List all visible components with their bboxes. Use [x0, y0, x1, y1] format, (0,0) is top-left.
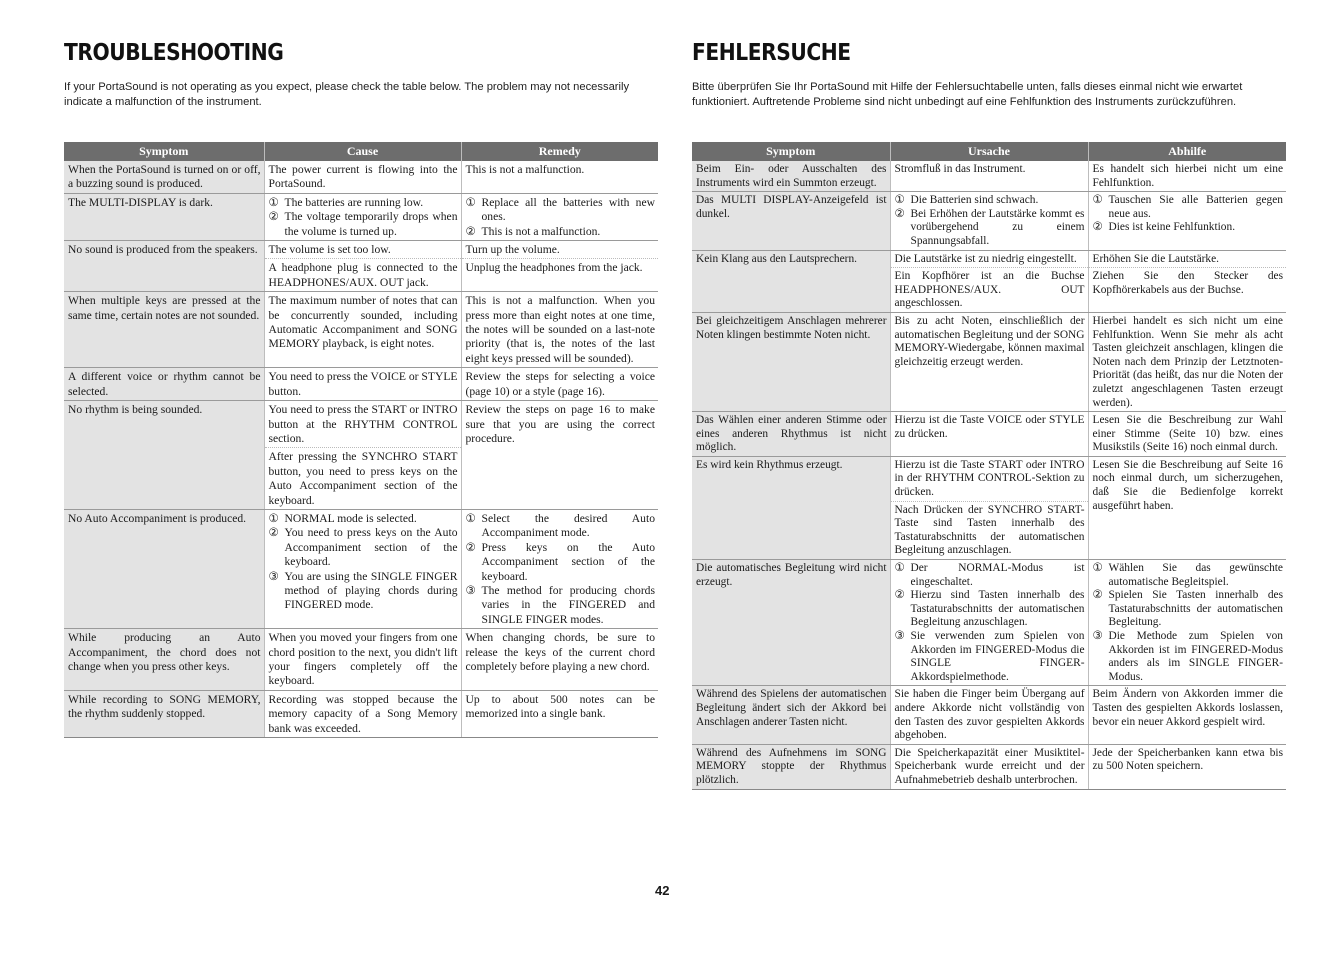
symptom-cell: No sound is produced from the speakers.: [64, 241, 264, 292]
cause-cell: [264, 193, 461, 240]
table-row: [64, 161, 658, 193]
symptom-cell: While recording to SONG MEMORY, the rhythm suddenly stopped.: [64, 690, 264, 737]
table-row: [64, 401, 658, 448]
cause-text: The voltage temporarily drops when the volume is turned up.: [284, 210, 458, 238]
remedy-text: This is not a malfunction.: [481, 224, 601, 238]
symptom-cell: A different voice or rhythm cannot be selected.: [64, 368, 264, 401]
symptom-cell: Kein Klang aus den Lautsprechern.: [692, 250, 890, 312]
remedy-cell: Erhöhen Sie die Lautstärke.: [1088, 250, 1286, 268]
remedy-text: Replace all the batteries with new ones.: [481, 195, 655, 224]
troubleshooting-table-en: [64, 142, 658, 738]
list-item: [466, 541, 656, 584]
cause-cell: [890, 560, 1088, 686]
table-row: [64, 629, 658, 691]
marker-1: ①: [1092, 194, 1103, 207]
cause-cell: A headphone plug is connected to the HEADPHONES/AUX. OUT jack.: [264, 259, 461, 292]
remedy-text: Press keys on the Auto Accompaniment section of the keyboard.: [481, 540, 655, 583]
symptom-cell: While producing an Auto Accompaniment, the chord does not change when you press other keys.: [64, 629, 264, 691]
cause-cell: Ein Kopfhörer ist an die Buchse HEADPHONES/AUX. OUT angeschlossen.: [890, 268, 1088, 313]
marker-2: ②: [268, 210, 279, 224]
intro-en: If your PortaSound is not operating as you expect, please check the table below. The problem may not necessarily indicate a malfunction of the instrument.: [64, 81, 630, 108]
remedy-cell: Unplug the headphones from the jack.: [461, 259, 658, 292]
remedy-cell: Lesen Sie die Beschreibung auf Seite 16 noch einmal durch, um sicherzugehen, daß Sie die Bedienfolge korrekt ausgeführt haben.: [1088, 456, 1286, 559]
remedy-cell: Up to about 500 notes can be memorized into a single bank.: [461, 690, 658, 737]
intro-de: Bitte überprüfen Sie Ihr PortaSound mit Hilfe der Fehlersuchtabelle unten, falls dieses einmal nicht wie erwartet funktioniert. Auftretende Probleme sind nicht unbedingt auf eine Fehlfunktion des Instruments zurückzuführen.: [692, 81, 1243, 108]
table-row: [64, 292, 658, 368]
marker-2: ②: [465, 224, 476, 238]
list-item: [466, 196, 656, 225]
list-item: [466, 512, 656, 541]
cause-text: Bei Erhöhen der Lautstärke kommt es vorübergehend zu einem Spannungsabfall.: [910, 207, 1085, 247]
cause-cell: Bis zu acht Noten, einschließlich der automatischen Begleitung und der SONG MEMORY-Wiedergabe, können maximal gleichzeitig erzeugt werden.: [890, 312, 1088, 411]
remedy-cell: Es handelt sich hierbei nicht um eine Fehlfunktion.: [1088, 161, 1286, 192]
remedy-cell: Hierbei handelt es sich nicht um eine Fehlfunktion. Wenn Sie mehr als acht Tasten gleichzeit anschlagen, klingen die Noten nach dem Prinzip der Letztnoten-Priorität (das heißt, das nur die Noten der zuletzt angeschlagenen Tasten erzeugt werden).: [1088, 312, 1286, 411]
symptom-cell: Während des Aufnehmens im SONG MEMORY stoppte der Rhythmus plötzlich.: [692, 744, 890, 789]
cause-cell: Nach Drücken der SYNCHRO START-Taste sind Tasten innerhalb des Tastaturabschnitts der automatischen Begleitung anzuschlagen.: [890, 501, 1088, 559]
header-symptom: Symptom: [64, 142, 264, 161]
cause-cell: The maximum number of notes that can be concurrently sounded, including Automatic Accompaniment and SONG MEMORY playback, is eight notes.: [264, 292, 461, 368]
cause-cell: Hierzu ist die Taste START oder INTRO in der RHYTHM CONTROL-Sektion zu drücken.: [890, 456, 1088, 501]
remedy-cell: This is not a malfunction.: [461, 161, 658, 193]
remedy-cell: [1088, 560, 1286, 686]
remedy-cell: This is not a malfunction. When you press more than eight notes at one time, the notes will be sounded on a last-note priority (that is, the notes of the last eight keys pressed will be sounded).: [461, 292, 658, 368]
table-row: [692, 250, 1286, 268]
remedy-cell: When changing chords, be sure to release the keys of the current chord completely before playing a new chord.: [461, 629, 658, 691]
cause-cell: Die Lautstärke ist zu niedrig eingestellt.: [890, 250, 1088, 268]
cause-cell: Stromfluß in das Instrument.: [890, 161, 1088, 192]
table-row: [692, 744, 1286, 789]
remedy-cell: [1088, 192, 1286, 250]
cause-cell: After pressing the SYNCHRO START button, you need to press keys on the Auto Accompaniment section of the keyboard.: [264, 448, 461, 510]
symptom-cell: Während des Spielens der automatischen Begleitung ändert sich der Akkord bei Anschlagen anderer Tasten nicht.: [692, 686, 890, 744]
cause-cell: Hierzu ist die Taste VOICE oder STYLE zu drücken.: [890, 412, 1088, 457]
cause-text: NORMAL mode is selected.: [284, 511, 417, 525]
symptom-cell: No Auto Accompaniment is produced.: [64, 509, 264, 628]
marker-1: ①: [894, 194, 905, 207]
symptom-cell: No rhythm is being sounded.: [64, 401, 264, 510]
table-row: [64, 368, 658, 401]
list-item: [269, 570, 458, 613]
symptom-cell: When the PortaSound is turned on or off, a buzzing sound is produced.: [64, 161, 264, 193]
symptom-cell: Das Wählen einer anderen Stimme oder eines anderen Rhythmus ist nicht möglich.: [692, 412, 890, 457]
list-item: [466, 584, 656, 627]
marker-1: ①: [1092, 562, 1103, 575]
marker-3: ③: [465, 583, 476, 597]
header-remedy: Abhilfe: [1088, 142, 1286, 161]
list-item: [269, 512, 458, 526]
cause-cell: The volume is set too low.: [264, 241, 461, 259]
cause-cell: [890, 192, 1088, 250]
cause-text: Sie verwenden zum Spielen von Akkorden im FINGERED-Modus die SINGLE FINGER-Akkordspielmethode.: [910, 630, 1085, 683]
cause-text: You need to press keys on the Auto Accompaniment section of the keyboard.: [284, 526, 458, 569]
marker-2: ②: [894, 207, 905, 220]
marker-1: ①: [268, 195, 279, 209]
list-item: [1093, 562, 1284, 589]
list-item: [1093, 589, 1284, 630]
list-item: [269, 210, 458, 239]
list-item: [895, 589, 1085, 630]
cause-cell: Die Speicherkapazität einer Musiktitel-Speicherbank wurde erreicht und der Aufnahmebetrieb deshalb unterbrochen.: [890, 744, 1088, 789]
cause-text: You are using the SINGLE FINGER method of playing chords during FINGERED mode.: [284, 569, 458, 612]
symptom-cell: The MULTI-DISPLAY is dark.: [64, 193, 264, 240]
table-row: [64, 193, 658, 240]
marker-2: ②: [1092, 589, 1103, 602]
remedy-text: Tauschen Sie alle Batterien gegen neue aus.: [1108, 194, 1283, 220]
troubleshooting-table-de: [692, 142, 1286, 790]
page-title-en: TROUBLESHOOTING: [64, 40, 284, 66]
list-item: [1093, 221, 1284, 235]
cause-text: Hierzu sind Tasten innerhalb des Tastaturabschnitts der automatischen Begleitung anzuschlagen.: [910, 589, 1085, 629]
remedy-text: Wählen Sie das gewünschte automatische Begleitspiel.: [1108, 562, 1283, 588]
remedy-text: Select the desired Auto Accompaniment mode.: [481, 511, 655, 540]
cause-cell: Recording was stopped because the memory capacity of a Song Memory bank was exceeded.: [264, 690, 461, 737]
marker-1: ①: [894, 562, 905, 575]
table-row: [692, 192, 1286, 250]
list-item: [1093, 194, 1284, 221]
marker-1: ①: [465, 195, 476, 209]
list-item: [895, 562, 1085, 589]
remedy-cell: Ziehen Sie den Stecker des Kopfhörerkabels aus der Buchse.: [1088, 268, 1286, 313]
cause-text: Die Batterien sind schwach.: [910, 194, 1039, 207]
symptom-cell: When multiple keys are pressed at the same time, certain notes are not sounded.: [64, 292, 264, 368]
symptom-cell: Beim Ein- oder Ausschalten des Instruments wird ein Summton erzeugt.: [692, 161, 890, 192]
cause-cell: You need to press the VOICE or STYLE button.: [264, 368, 461, 401]
table-row: [64, 509, 658, 628]
table-row: [692, 161, 1286, 192]
remedy-cell: Lesen Sie die Beschreibung zur Wahl einer Stimme (Seite 10) bzw. eines Musikstils (Seite 16) noch einmal durch.: [1088, 412, 1286, 457]
table-row: [692, 560, 1286, 686]
list-item: [1093, 630, 1284, 684]
symptom-cell: Bei gleichzeitigem Anschlagen mehrerer Noten klingen bestimmte Noten nicht.: [692, 312, 890, 411]
cause-text: The batteries are running low.: [284, 195, 424, 209]
remedy-text: Die Methode zum Spielen von Akkorden ist im FINGERED-Modus anders als im SINGLE FINGER-Modus.: [1108, 630, 1283, 683]
marker-3: ③: [1092, 630, 1103, 642]
list-item: [895, 194, 1085, 208]
list-item: [269, 526, 458, 569]
marker-2: ②: [465, 540, 476, 554]
page-title-de: FEHLERSUCHE: [692, 40, 851, 66]
cause-cell: The power current is flowing into the PortaSound.: [264, 161, 461, 193]
table-row: [64, 690, 658, 737]
remedy-cell: Beim Ändern von Akkorden immer die Tasten des gespielten Akkords loslassen, bevor ein neuer Akkord gespielt wird.: [1088, 686, 1286, 744]
header-cause: Ursache: [890, 142, 1088, 161]
list-item: [269, 196, 458, 210]
cause-cell: When you moved your fingers from one chord position to the next, you didn't lift your fingers completely off the keyboard.: [264, 629, 461, 691]
remedy-text: The method for producing chords varies in the FINGERED and SINGLE FINGER modes.: [481, 583, 655, 626]
table-row: [64, 241, 658, 259]
marker-2: ②: [268, 526, 279, 540]
remedy-cell: Turn up the volume.: [461, 241, 658, 259]
header-remedy: Remedy: [461, 142, 658, 161]
cause-cell: [264, 509, 461, 628]
table-row: [692, 312, 1286, 411]
marker-1: ①: [465, 511, 476, 525]
marker-3: ③: [894, 630, 905, 642]
table-row: [692, 686, 1286, 744]
cause-text: Der NORMAL-Modus ist eingeschaltet.: [910, 562, 1085, 588]
remedy-cell: [461, 509, 658, 628]
list-item: [466, 225, 656, 239]
header-cause: Cause: [264, 142, 461, 161]
cause-cell: Sie haben die Finger beim Übergang auf andere Akkorde nicht vollständig von den Tasten des zuvor gespielten Akkords abgehoben.: [890, 686, 1088, 744]
symptom-cell: Die automatisches Begleitung wird nicht erzeugt.: [692, 560, 890, 686]
symptom-cell: Es wird kein Rhythmus erzeugt.: [692, 456, 890, 559]
remedy-cell: Review the steps for selecting a voice (page 10) or a style (page 16).: [461, 368, 658, 401]
marker-1: ①: [268, 511, 279, 525]
cause-cell: You need to press the START or INTRO button at the RHYTHM CONTROL section.: [264, 401, 461, 448]
marker-3: ③: [268, 569, 279, 583]
table-row: [692, 456, 1286, 501]
marker-2: ②: [894, 589, 905, 602]
marker-2: ②: [1092, 221, 1103, 234]
remedy-text: Spielen Sie Tasten innerhalb des Tastaturabschnitts der automatischen Begleitung.: [1108, 589, 1283, 629]
remedy-cell: Jede der Speicherbanken kann etwa bis zu 500 Noten speichern.: [1088, 744, 1286, 789]
remedy-cell: Review the steps on page 16 to make sure that you are using the correct procedure.: [461, 401, 658, 510]
symptom-cell: Das MULTI DISPLAY-Anzeigefeld ist dunkel.: [692, 192, 890, 250]
remedy-text: Dies ist keine Fehlfunktion.: [1108, 221, 1236, 234]
table-row: [692, 412, 1286, 457]
page-number: 42: [655, 883, 670, 898]
remedy-cell: [461, 193, 658, 240]
list-item: [895, 208, 1085, 249]
header-symptom: Symptom: [692, 142, 890, 161]
list-item: [895, 630, 1085, 684]
